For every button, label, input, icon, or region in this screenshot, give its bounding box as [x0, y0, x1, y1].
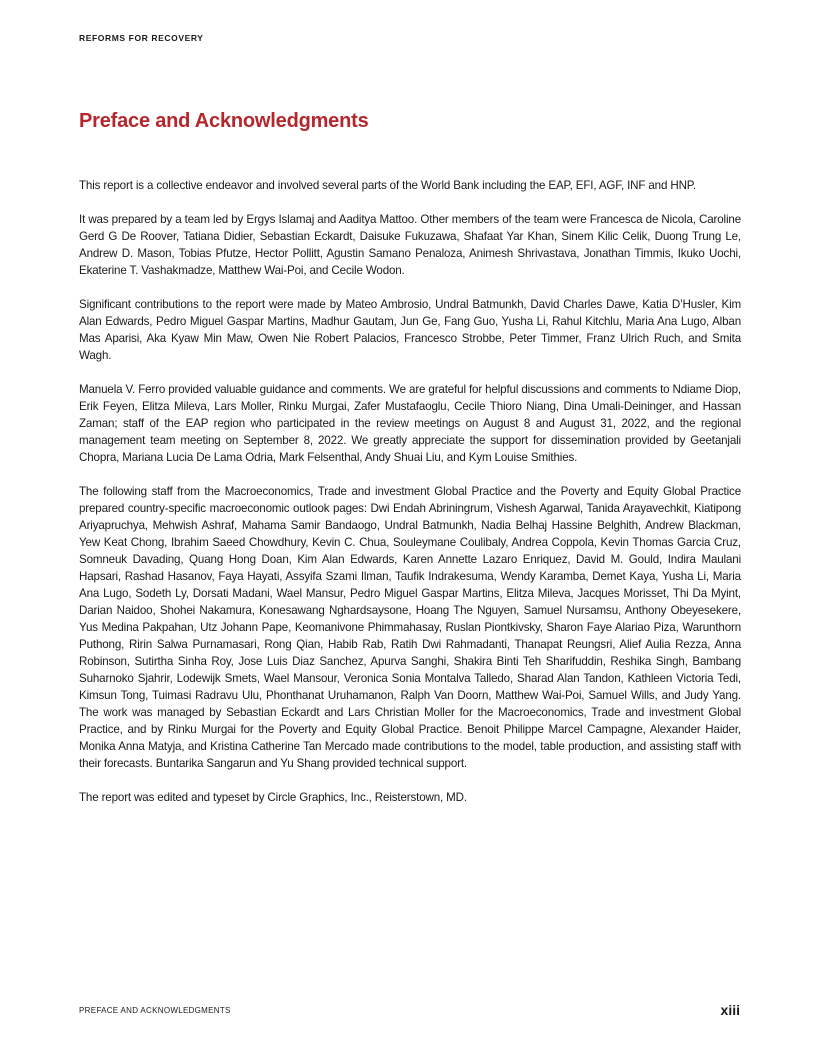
- page-title: Preface and Acknowledgments: [79, 110, 369, 132]
- paragraph-contributions: Significant contributions to the report were made by Mateo Ambrosio, Undral Batmunkh, David Charles Dawe, Katia D’Husler, Kim Alan Edwards, Pedro Miguel Gaspar Martins, Madhur Gautam, Jun Ge, Fang Guo, Yusha Li, Rahul Kitchlu, Maria Ana Lugo, Alban Mas Aparisi, Aka Kyaw Min Maw, Owen Nie Robert Palacios, Francesco Strobbe, Peter Timmer, Franz Ulrich Ruch, and Smita Wagh.: [79, 298, 741, 362]
- paragraph-editing: The report was edited and typeset by Circle Graphics, Inc., Reisterstown, MD.: [79, 791, 467, 804]
- paragraph-country-staff: The following staff from the Macroeconomics, Trade and investment Global Practice and the Poverty and Equity Global Practice prepared country-specific macroeconomic outlook pages: Dwi Endah Abriningrum, Vishesh Agarwal, Tanida Arayavechkit, Kiatipong Ariyapruchya, Mehwish Ashraf, Mahama Samir Bandaogo, Undral Batmunkh, Nadia Belhaj Hassine Belghith, Andrew Blackman, Yew Keat Chong, Ibrahim Saeed Chowdhury, Kevin C. Chua, Souleymane Coulibaly, Andrea Coppola, Kevin Thomas Garcia Cruz, Somneuk Davading, Quang Hong Doan, Kim Alan Edwards, Karen Annette Lazaro Enriquez, David M. Gould, Indira Maulani Hapsari, Rashad Hasanov, Faya Hayati, Assyifa Szami Ilman, Taufik Indrakesuma, Wendy Karamba, Demet Kaya, Yusha Li, Maria Ana Lugo, Sodeth Ly, Dorsati Madani, Wael Mansur, Pedro Miguel Gaspar Martins, Elitza Mileva, Jacques Morisset, Thi Da Myint, Darian Naidoo, Shohei Nakamura, Konesawang Nghardsaysone, Hoang The Nguyen, Samuel Nursamsu, Anthony Obeyesekere, Yus Medina Pakpahan, Utz Johann Pape, Keomanivone Phimmahasay, Ruslan Piontkivsky, Sharon Faye Alariao Piza, Warunthorn Puthong, Ririn Salwa Purnamasari, Rong Qian, Habib Rab, Ratih Dwi Rahmadanti, Thanapat Reungsri, Alief Aulia Rezza, Anna Robinson, Sutirtha Sinha Roy, Jose Luis Diaz Sanchez, Apurva Sanghi, Shakira Binti Teh Sharifuddin, Reshika Singh, Bambang Suharnoko Sjahrir, Lodewijk Smets, Wael Mansour, Veronica Sonia Montalva Talledo, Sharad Alan Tandon, Kathleen Victoria Tedi, Kimsun Tong, Tuimasi Radravu Ulu, Phonthanat Uruhamanon, Ralph Van Doorn, Matthew Wai-Poi, Samuel Wills, and Judy Yang. The work was managed by Sebastian Eckardt and Lars Christian Moller for the Macroeconomics, Trade and investment Global Practice, and by Rinku Murgai for the Poverty and Equity Global Practice. Benoit Philippe Marcel Campagne, Alexander Haider, Monika Anna Matyja, and Kristina Catherine Tan Mercado made contributions to the model, table production, and assisting staff with their forecasts. Buntarika Sangarun and Yu Shang provided technical support.: [79, 485, 741, 770]
- paragraph-guidance: Manuela V. Ferro provided valuable guidance and comments. We are grateful for helpful discussions and comments to Ndiame Diop, Erik Feyen, Elitza Mileva, Lars Moller, Rinku Murgai, Zafer Mustafaoglu, Cecile Thioro Niang, Dina Umali-Deininger, and Hassan Zaman; staff of the EAP region who participated in the review meetings on August 8 and August 31, 2022, and the regional management team meeting on September 8, 2022. We greatly appreciate the support for dissemination provided by Geetanjali Chopra, Mariana Lucia De Lama Odria, Mark Felsenthal, Andy Shuai Liu, and Kym Louise Smithies.: [79, 383, 741, 464]
- running-foot: PREFACE AND ACKNOWLEDGMENTS: [79, 1006, 231, 1015]
- paragraph-intro: This report is a collective endeavor and involved several parts of the World Bank including the EAP, EFI, AGF, INF and HNP.: [79, 179, 696, 192]
- paragraph-team: It was prepared by a team led by Ergys Islamaj and Aaditya Mattoo. Other members of the team were Francesca de Nicola, Caroline Gerd G De Roover, Tatiana Didier, Sebastian Eckardt, Daisuke Fukuzawa, Shafaat Yar Khan, Sinem Kilic Celik, Duong Trung Le, Andrew D. Mason, Tobias Pfutze, Hector Pollitt, Agustin Samano Penaloza, Animesh Shrivastava, Jonathan Timmis, Ikuko Uochi, Ekaterine T. Vashakmadze, Matthew Wai-Poi, and Cecile Wodon.: [79, 213, 741, 277]
- body-text: [79, 177, 741, 823]
- running-head: REFORMS FOR RECOVERY: [79, 33, 204, 43]
- page-number: xiii: [720, 1002, 740, 1018]
